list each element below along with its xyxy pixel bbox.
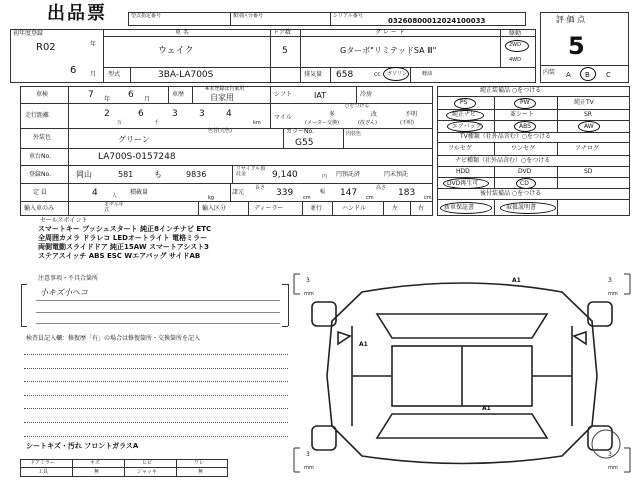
- equip-nav: 純正ナビ: [452, 111, 477, 118]
- notes-label: 注意事項・不具合箇所: [38, 275, 99, 282]
- rating-value: 5: [568, 32, 585, 60]
- inspection-month: 6: [128, 90, 134, 100]
- shift: IAT: [314, 91, 327, 100]
- mileage-opt-unknown: 不明: [405, 111, 418, 118]
- tire-rl-unit: mm: [304, 465, 314, 471]
- length-unit: cm: [303, 195, 311, 201]
- chassis-number: LA700S-0157248: [98, 152, 176, 162]
- model-year-label: モデル年式: [104, 202, 124, 213]
- sales-line-4: ステアスイッチ ABS ESC Wエアバッグ サイドAB: [38, 252, 201, 260]
- tire-rr-value: 3: [608, 451, 612, 458]
- damage-mark-front: A1: [512, 277, 521, 284]
- mileage-opt-multi: 多: [329, 111, 336, 118]
- first-reg-era: R02: [36, 42, 56, 53]
- mileage-sub-1: (メーター交換): [305, 120, 339, 126]
- equip-leather: 革シート: [510, 111, 535, 118]
- mileage-unit-km: km: [253, 120, 261, 126]
- equip-ps: PS: [460, 99, 468, 106]
- category-label: 類別区分番号: [233, 13, 264, 19]
- legend-jack: ジャッキ: [137, 469, 157, 475]
- recycle-label: リサイクル預託金: [236, 166, 266, 177]
- legend-scratch: キズ: [90, 460, 100, 466]
- tire-fl-value: 3: [306, 277, 310, 284]
- color-change-label: 色替(元色): [208, 128, 232, 134]
- reg-number: 9836: [186, 170, 207, 179]
- tire-fl-unit: mm: [304, 291, 314, 297]
- car-name: ウェイク: [158, 46, 194, 56]
- recycle-not-deposited: 円未預託: [384, 171, 409, 178]
- load-unit: kg: [208, 195, 215, 201]
- length-label: 長さ: [255, 185, 266, 191]
- reg-class: 581: [118, 170, 134, 179]
- tire-rr-unit: mm: [608, 465, 618, 471]
- registration-label: 登録No.: [29, 171, 51, 178]
- mileage-digit-2: 6: [138, 109, 144, 119]
- drive-label: 駆動: [509, 30, 522, 37]
- equip-aw: AW: [584, 123, 594, 130]
- tire-fr-value: 3: [608, 277, 612, 284]
- door-label: ドア数: [273, 29, 291, 36]
- damage-mark-side: A1: [359, 341, 368, 348]
- interior-grade-c: C: [606, 71, 611, 79]
- tire-rl-value: 3: [306, 451, 310, 458]
- equip-tv: 純正TV: [574, 99, 594, 106]
- reg-region: 岡山: [76, 170, 92, 179]
- mileage-opt-altered: 改: [371, 111, 378, 118]
- tv-analog: アナログ: [575, 145, 600, 152]
- recycle-unit: 円: [322, 174, 328, 180]
- model-code: 3BA-LA700S: [158, 70, 214, 80]
- mileage-digit-3: 3: [172, 109, 178, 119]
- height-unit: cm: [424, 195, 432, 201]
- usage: 自家用: [210, 93, 234, 102]
- tv-type-title: TV種類（社外品含む）○をつける: [460, 133, 552, 140]
- drive-2wd: 2WD: [509, 42, 521, 48]
- page-title: 出品票: [47, 3, 107, 24]
- new-car-warranty: 新車保証書: [444, 204, 475, 211]
- capacity-label: 定 員: [33, 189, 47, 196]
- interior-color-label: 内装色: [346, 131, 362, 137]
- nav-hdd: HDD: [456, 168, 470, 175]
- nav-type-title: ナビ種類（社外品含む）○をつける: [455, 157, 551, 164]
- sales-line-2: 全周囲カメラ ドラレコ LEDオートライト 電格ミラー: [38, 234, 208, 242]
- length: 339: [276, 188, 294, 198]
- legend-crack: ヒビ: [142, 460, 153, 466]
- first-reg-year-unit: 年: [90, 41, 97, 48]
- usage-label: 車歴: [172, 91, 185, 98]
- drive-4wd: 4WD: [509, 57, 521, 63]
- tire-fr-unit: mm: [608, 291, 618, 297]
- color-code-label: カラーNo.: [286, 128, 314, 135]
- capacity-persons: 4: [92, 188, 98, 198]
- height: 183: [398, 188, 416, 198]
- grade-label: グ レ ー ド: [375, 29, 405, 36]
- inspection-label: 車検: [36, 91, 49, 98]
- mileage-digit-1: 2: [104, 109, 110, 119]
- mileage-unit-1: 万: [117, 120, 123, 126]
- height-label: 高さ: [376, 185, 387, 191]
- legend-tools: 工具: [38, 469, 49, 475]
- mileage-digit-4: 3: [199, 109, 205, 119]
- sales-line-1: スマートキー プッシュスタート 純正8インチナビ ETC: [38, 225, 212, 233]
- dims-label: 諸元: [232, 189, 245, 196]
- serial-label: シリアル番号: [333, 13, 363, 19]
- equip-sr: SR: [584, 111, 592, 118]
- equipment-title: 純正装備品 ○をつける: [480, 87, 542, 94]
- import-left: 左: [392, 205, 399, 212]
- inspector-label: 検査員記入欄：修復歴「有」の場合は修復箇所・交換箇所を記入: [26, 335, 201, 342]
- notes-text: 小キズ小ヘコ: [40, 288, 88, 297]
- first-reg-month: 6: [70, 65, 77, 76]
- nav-dvd-play: DVD再生可: [447, 180, 479, 187]
- displacement-label: 排気量: [304, 71, 323, 78]
- inspection-year: 7: [88, 90, 94, 100]
- interior-label: 内装: [543, 69, 556, 76]
- usage-note: ※未登録は自家用: [205, 86, 245, 92]
- mileage-note: ○をつける: [345, 103, 370, 109]
- legend-tools-value: 無: [94, 469, 100, 475]
- mile-label: マイル: [274, 114, 292, 121]
- car-damage-diagram: [292, 266, 632, 478]
- rating-label: 評 価 点: [556, 15, 586, 24]
- exterior-color: グリーン: [118, 135, 150, 144]
- mileage-sub-2: (改ざん): [358, 120, 377, 126]
- mileage-sub-3: (不明): [400, 120, 414, 126]
- equip-abs: ABS: [519, 123, 531, 130]
- displacement-unit: cc: [374, 71, 381, 78]
- recycle-deposited: 円預託済: [336, 171, 361, 178]
- grade: Gターボ"リミテッドSA Ⅲ": [340, 46, 437, 55]
- shift-label: シフト: [274, 91, 293, 98]
- displacement: 658: [336, 70, 354, 80]
- vehicle-info-block: [10, 29, 536, 83]
- import-label: 輸入車のみ: [24, 205, 55, 212]
- mileage-label: 走行距離: [25, 112, 50, 119]
- capacity-unit: 人: [112, 193, 118, 199]
- exterior-color-label: 外装色: [33, 134, 52, 141]
- reg-kana: も: [154, 170, 162, 179]
- import-right: 右: [418, 205, 425, 212]
- import-category-label: 輸入区分: [202, 205, 227, 212]
- legend-break: ワレ: [194, 460, 205, 466]
- width-label: 幅: [320, 189, 326, 195]
- sales-points-label: セールスポイント: [40, 217, 88, 224]
- sales-line-3: 両側電動スライドドア 純正15AW スマートアシスト3: [38, 243, 210, 251]
- serial-number: 03260800012024100033: [388, 17, 486, 25]
- tv-fullseg: フルセグ: [448, 145, 472, 152]
- equip-airbag: エアバッグ: [452, 123, 482, 130]
- remarks-text: シートキズ・汚れ フロントガラスA: [26, 442, 139, 450]
- aftermarket-title: 後付装備品 ○をつける: [480, 190, 542, 197]
- import-parallel: 並行: [310, 205, 323, 212]
- chassis-label: 車台No.: [29, 153, 51, 160]
- equip-pw: PW: [520, 99, 530, 106]
- import-dealer: ディーラー: [254, 205, 284, 212]
- mileage-unit-2: 千: [154, 120, 160, 126]
- recycle-amount: 9,140: [272, 170, 298, 180]
- door-count: 5: [282, 46, 288, 56]
- fuel-diesel: 軽油: [422, 71, 433, 77]
- model-label: 型式: [108, 71, 121, 78]
- fuel-gasoline: ガソリン: [387, 71, 408, 77]
- inspection-year-unit: 年: [104, 96, 111, 103]
- type-approval-label: 型式指定番号: [131, 13, 162, 19]
- width: 147: [340, 188, 358, 198]
- owners-manual: 取扱説明書: [506, 204, 537, 211]
- interior-grade-a: A: [566, 71, 571, 79]
- nav-cd: CD: [520, 180, 529, 187]
- nav-dvd: DVD: [518, 168, 532, 175]
- ac-label: 冷房: [360, 91, 373, 98]
- inspection-month-unit: 月: [144, 96, 151, 103]
- load-label: 積載量: [130, 189, 149, 196]
- first-reg-month-unit: 月: [90, 71, 97, 78]
- nav-sd: SD: [584, 168, 593, 175]
- legend-jack-value: 無: [198, 469, 204, 475]
- import-steering: ハンドル: [342, 205, 367, 212]
- damage-mark-rear: A1: [482, 405, 491, 412]
- mileage-digit-5: 4: [226, 109, 232, 119]
- interior-grade-b: B: [585, 71, 590, 79]
- width-unit: cm: [366, 195, 374, 201]
- car-name-label: 車 名: [175, 29, 189, 36]
- tv-oneseg: ワンセグ: [511, 145, 536, 152]
- legend-mirror: ドアミラー: [30, 460, 55, 466]
- color-code: G55: [295, 138, 314, 148]
- first-reg-label: 初年度登録: [13, 30, 44, 37]
